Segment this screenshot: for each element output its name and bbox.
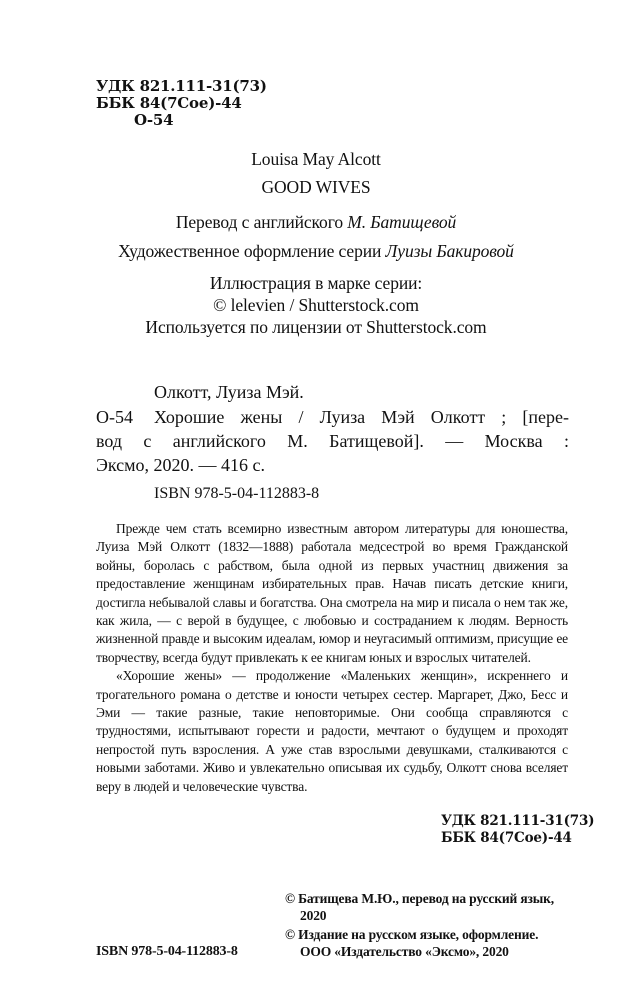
udk-code: УДК 821.111-31(73) (96, 77, 267, 95)
translation-copyright-line-2: 2020 (300, 908, 327, 923)
bottom-bbk-code: ББК 84(7Сое)-44 (441, 830, 572, 846)
original-author: Louisa May Alcott (251, 149, 381, 169)
translation-prefix: Перевод с английского (175, 212, 343, 232)
bottom-isbn: ISBN 978-5-04-112883-8 (96, 944, 238, 959)
bottom-classification-codes (441, 813, 594, 847)
translator-name: М. Батищевой (347, 212, 457, 232)
annotation (96, 520, 568, 796)
designer-name: Луизы Бакировой (385, 241, 514, 261)
top-classification-codes (96, 78, 267, 129)
edition-copyright-line-2: ООО «Издательство «Эксмо», 2020 (300, 944, 509, 959)
translation-copyright-line-1: © Батищева М.Ю., перевод на русский язык, (285, 891, 555, 906)
illustration-credit: © lelevien / Shutterstock.com (213, 295, 419, 315)
translation-credit (0, 211, 632, 233)
license-note: Используется по лицензии от Shutterstock.com (145, 317, 487, 337)
annotation-paragraph-1: Прежде чем стать всемирно известным автором литературы для юношества, Луиза Мэй Олкотт (1832—1888) работала медсестрой во время Гражданской войны, боролась с рабством, была одной из первых участниц движения за предоставление женщинам избирательных прав. Начав писать детские книги, достигла небывалой славы и богатства. Она смотрела на мир и писала о нем так же, как жила, — с верой в будущее, с любовью и состраданием к людям. Верность жизненной правде и высоким идеалам, юмор и неугасимый оптимизм, присущие ее творчеству, всегда будут привлекать к ее книгам юных и взрослых читателей. (96, 521, 568, 665)
biblio-index: О-54 (96, 407, 133, 427)
bottom-udk-code: УДК 821.111-31(73) (441, 813, 595, 829)
design-credit (0, 240, 632, 262)
biblio-line-2: вод с английского М. Батищевой]. — Москва : (96, 431, 569, 451)
bbk-code: ББК 84(7Сое)-44 (96, 94, 242, 112)
biblio-isbn: ISBN 978-5-04-112883-8 (154, 485, 320, 502)
biblio-line-1: Хорошие жены / Луиза Мэй Олкотт ; [пере- (154, 407, 569, 427)
illustration-label: Иллюстрация в марке серии: (209, 273, 423, 293)
annotation-paragraph-2: «Хорошие жены» — продолжение «Маленьких женщин», искреннего и трогательного романа о детстве и юности четырех сестер. Маргарет, Джо, Бесс и Эми — такие разные, такие неповторимые. Они сообща справляются с трудностями, испытывают горести и радости, мечтают о будущем и проходят непростой путь взросления. А уже став взрослыми девушками, сталкиваются с новыми заботами. Живо и увлекательно описывая их судьбу, Олкотт снова вселяет веру в людей и человеческие чувства. (96, 668, 568, 794)
biblio-line-3: Эксмо, 2020. — 416 с. (96, 455, 266, 475)
original-title: GOOD WIVES (261, 177, 371, 197)
edition-copyright-line-1: © Издание на русском языке, оформление. (285, 927, 539, 942)
author-index: О-54 (134, 111, 174, 129)
author-heading: Олкотт, Луиза Мэй. (154, 382, 304, 402)
design-prefix: Художественное оформление серии (118, 241, 382, 261)
